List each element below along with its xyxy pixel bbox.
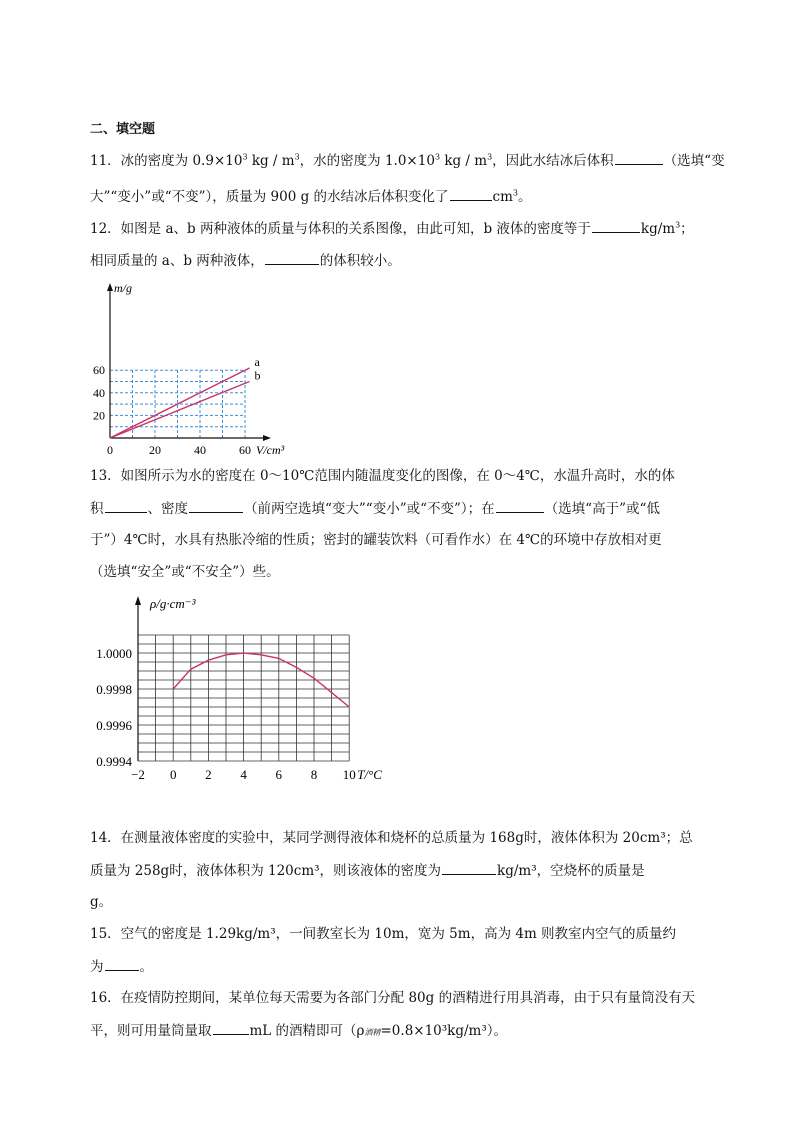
answer-blank[interactable] bbox=[213, 1020, 249, 1035]
y-tick-label: 40 bbox=[93, 385, 105, 400]
series-label-b: b bbox=[254, 368, 261, 383]
answer-blank[interactable] bbox=[105, 498, 147, 513]
answer-blank[interactable] bbox=[265, 250, 319, 265]
y-tick-label: 1.0000 bbox=[96, 646, 132, 661]
y-axis-label: ρ/g·cm⁻³ bbox=[150, 596, 196, 611]
question-15-line-2: 为 。 bbox=[90, 956, 153, 977]
y-tick-label: 20 bbox=[93, 408, 105, 423]
x-tick-label: 20 bbox=[149, 443, 161, 457]
x-tick-label: 40 bbox=[194, 443, 206, 457]
answer-blank[interactable] bbox=[615, 150, 663, 165]
question-14-line-3: g。 bbox=[90, 894, 113, 910]
question-12-line-2: 相同质量的 a、b 两种液体， 的体积较小。 bbox=[90, 250, 401, 271]
question-11-line-1: 11．冰的密度为 $0.9\times 10^3$ kg / $m^3$，水的密度为 $1.0\times 10^3$ kg / $m^3$，因此水结冰后体积 （选填“变 bbox=[90, 150, 725, 171]
x-axis-arrow bbox=[263, 435, 271, 441]
answer-blank[interactable] bbox=[496, 498, 544, 513]
x-axis-label: V/cm³ bbox=[256, 443, 285, 457]
x-tick-label: 2 bbox=[205, 767, 212, 782]
series-label-a: a bbox=[254, 354, 260, 369]
question-14-line-1: 14．在测量液体密度的实验中，某同学测得液体和烧杯的总质量为 168g时，液体体积为 20cm³；总 bbox=[90, 830, 693, 846]
question-16-line-2: 平，则可用量筒量取 mL 的酒精即可（ρ酒精=0.8×10³kg/m³）。 bbox=[90, 1020, 507, 1043]
x-tick-label: 8 bbox=[310, 767, 318, 782]
question-12-line-1: 12．如图是 a、b 两种液体的质量与体积的关系图像，由此可知，b 液体的密度等于 $kg/m^3$； bbox=[90, 218, 694, 239]
x-tick-label: 4 bbox=[240, 767, 247, 782]
x-tick-label: 0 bbox=[107, 443, 113, 457]
question-13-line-1: 13．如图所示为水的密度在 0～10℃范围内随温度变化的图像，在 0～4℃，水温升高时，水的体 bbox=[90, 468, 675, 484]
series-line-b bbox=[110, 382, 250, 439]
density-temperature-chart bbox=[86, 590, 396, 790]
x-axis-label: T/°C bbox=[357, 767, 382, 782]
answer-blank[interactable] bbox=[105, 956, 139, 971]
series-line-a bbox=[110, 368, 250, 438]
y-tick-label: 0.9996 bbox=[96, 718, 132, 733]
question-15-line-1: 15．空气的密度是 1.29kg/m³，一间教室长为 10m，宽为 5m，高为 4m 则教室内空气的质量约 bbox=[90, 926, 677, 942]
y-tick-label: 0.9994 bbox=[96, 754, 132, 769]
question-11-line-2: 大”“变小”或“不变”），质量为 900 g 的水结冰后体积变化了 $cm^3$。 bbox=[90, 186, 532, 207]
answer-blank[interactable] bbox=[592, 218, 640, 233]
answer-blank[interactable] bbox=[450, 186, 492, 201]
x-tick-label: −2 bbox=[131, 767, 145, 782]
answer-blank[interactable] bbox=[189, 498, 243, 513]
x-tick-label: 10 bbox=[342, 767, 356, 782]
y-tick-label: 0.9998 bbox=[96, 682, 132, 697]
x-tick-label: 60 bbox=[239, 443, 251, 457]
y-tick-label: 60 bbox=[93, 363, 105, 378]
x-tick-label: 0 bbox=[169, 767, 177, 782]
answer-blank[interactable] bbox=[442, 860, 496, 875]
question-13-line-4: （选填“安全”或“不安全”）些。 bbox=[90, 564, 280, 580]
question-13-line-2: 积 、密度 （前两空选填“变大”“变小”或“不变”）；在 （选填“高于”或“低 bbox=[90, 498, 660, 519]
y-axis-arrow bbox=[107, 283, 113, 291]
section-title: 二、填空题 bbox=[90, 122, 156, 137]
x-tick-label: 6 bbox=[275, 767, 283, 782]
y-axis-label: m/g bbox=[114, 281, 132, 295]
question-14-line-2: 质量为 258g时，液体体积为 120cm³，则该液体的密度为 kg/m³，空烧杯的质量是 bbox=[90, 860, 645, 881]
question-16-line-1: 16．在疫情防控期间，某单位每天需要为各部门分配 80g 的酒精进行用具消毒，由于只有量筒没有天 bbox=[90, 990, 696, 1006]
question-13-line-3: 于”）4℃时，水具有热胀冷缩的性质；密封的罐装饮料（可看作水）在 4℃的环境中存放相对更 bbox=[90, 532, 662, 548]
mass-volume-chart bbox=[88, 278, 318, 460]
y-axis-arrow bbox=[135, 596, 141, 605]
